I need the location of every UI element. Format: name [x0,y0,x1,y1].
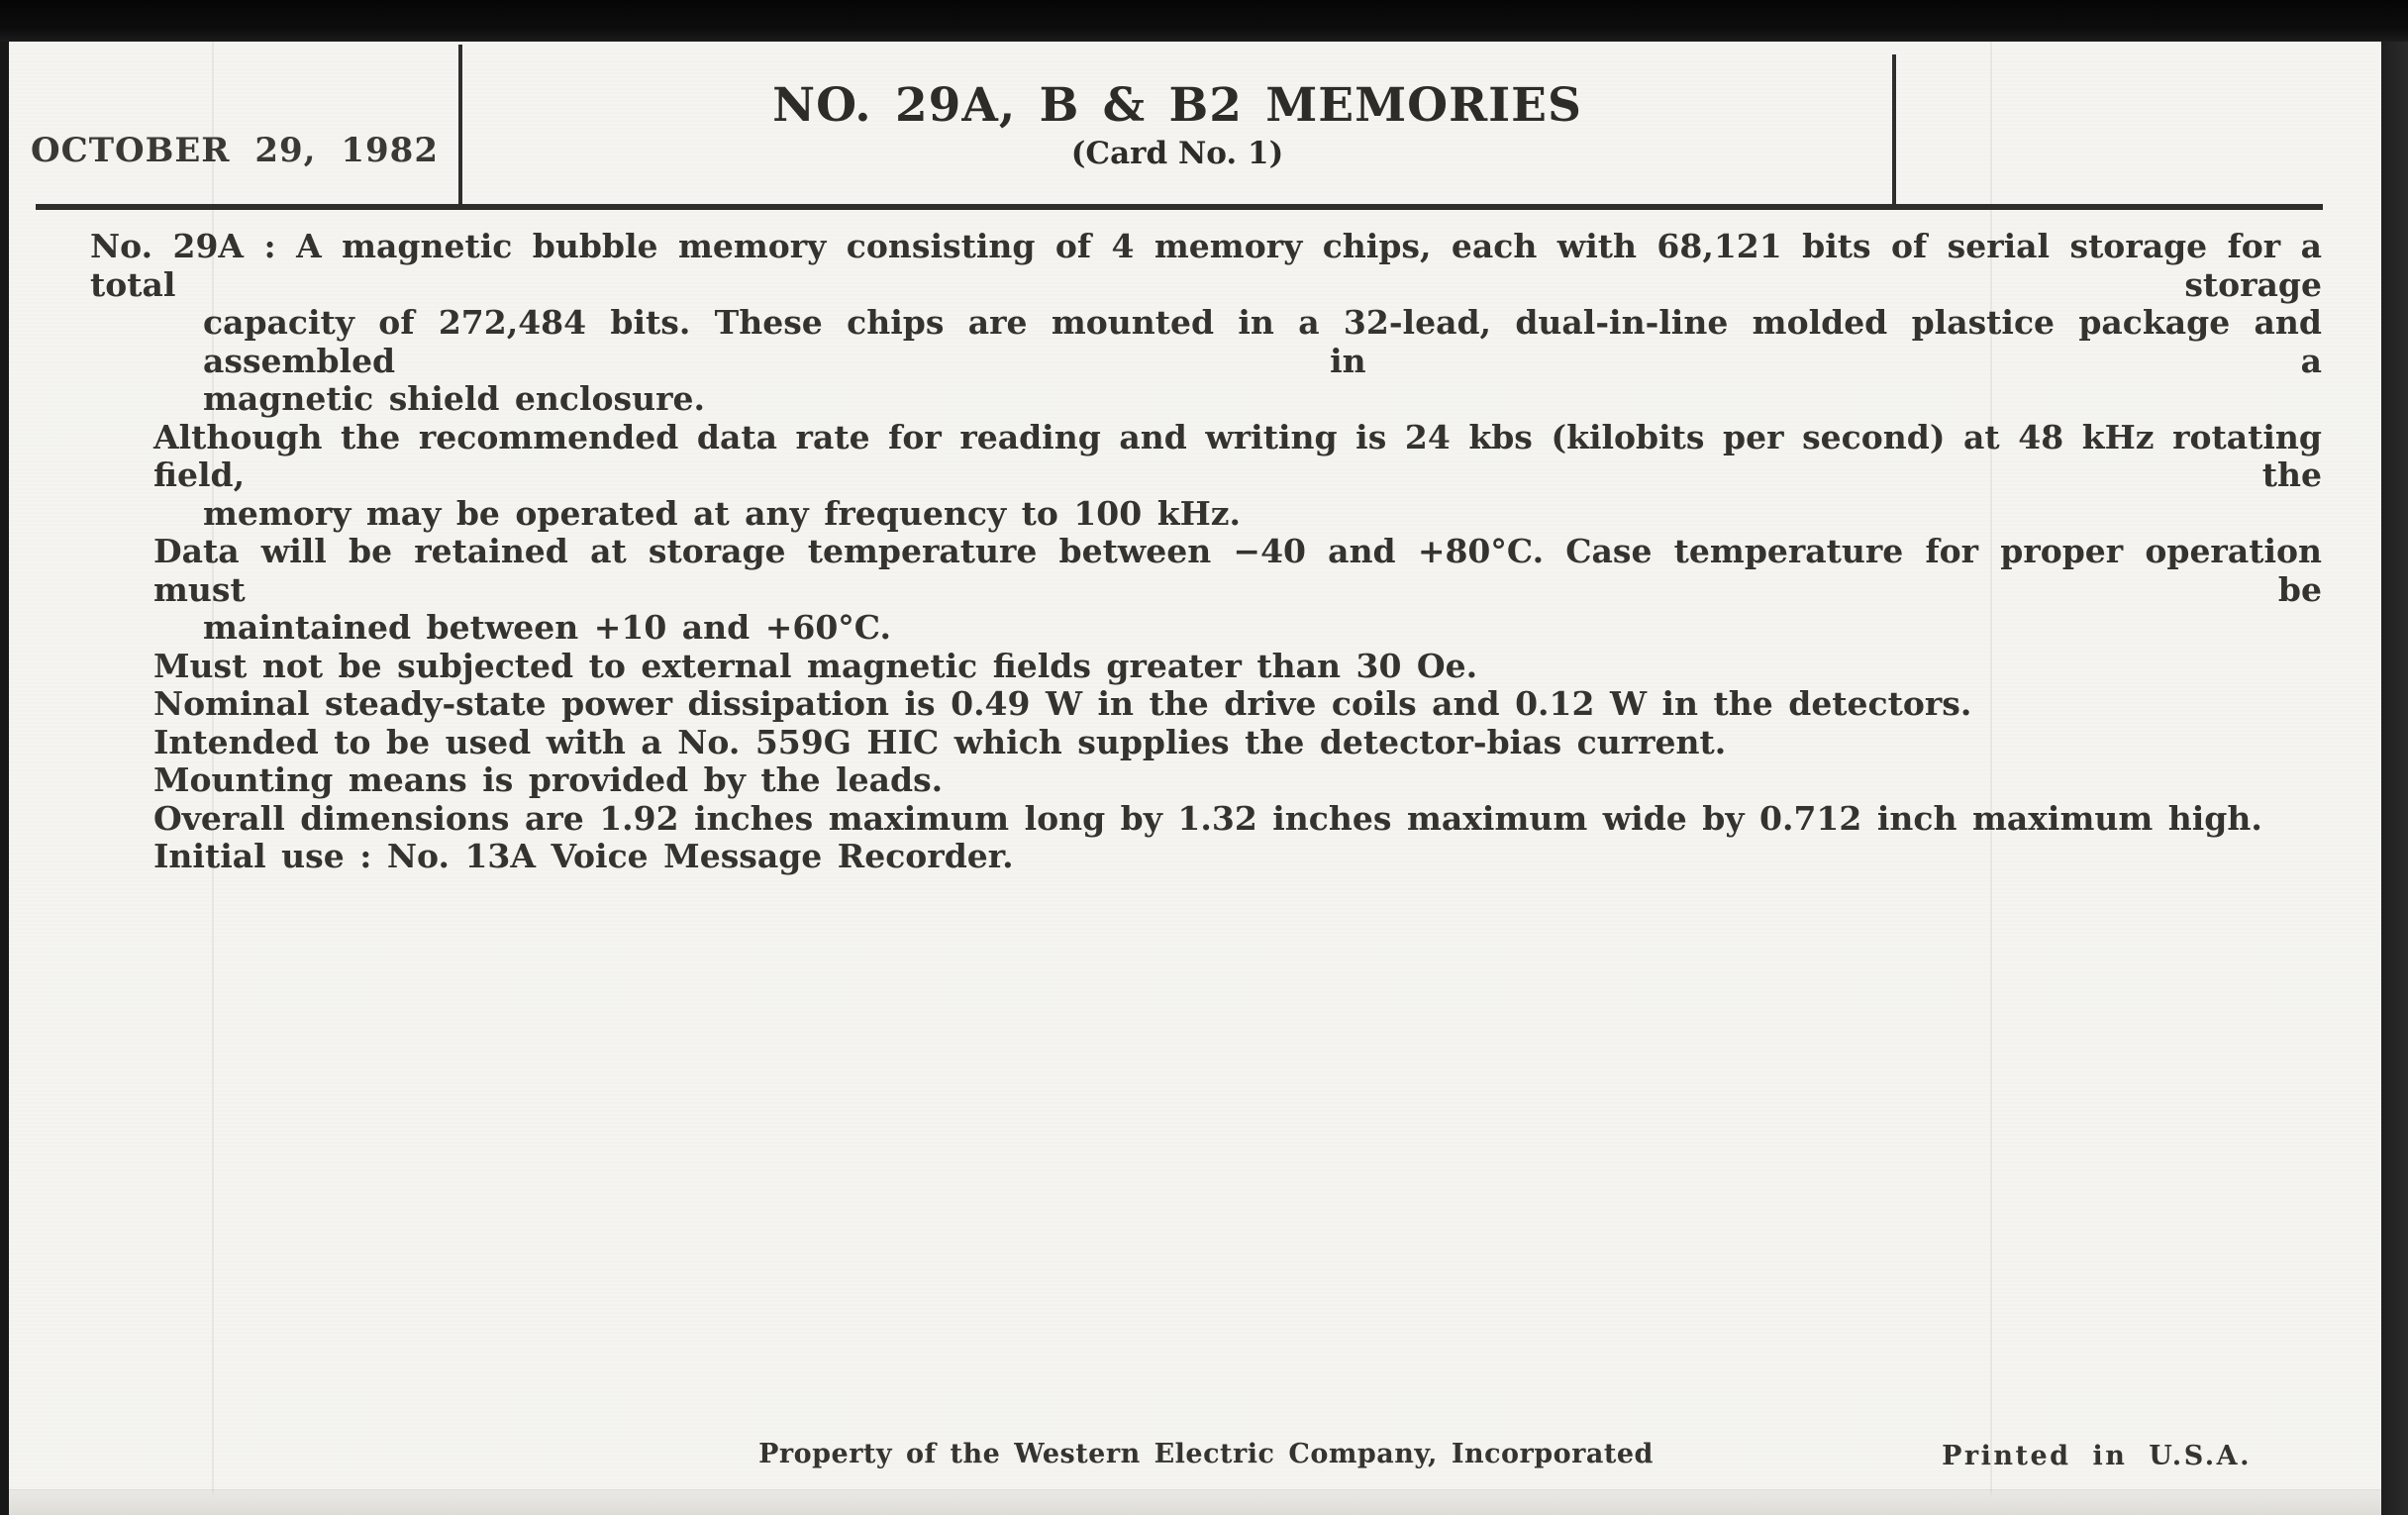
scan-edge-bottom [9,1489,2381,1515]
card-subtitle: (Card No. 1) [1070,136,1284,171]
card-title: NO. 29A, B & B2 MEMORIES [772,78,1582,133]
body-line: magnetic shield enclosure. [203,379,705,418]
body-line: Must not be subjected to external magnetic fields greater than 30 Oe. [153,646,1478,685]
header-rule [36,204,2323,210]
body-line: No. 29A : A magnetic bubble memory consisting of 4 memory chips, each with 68,121 bits of serial storage for a total storage [90,227,2322,304]
scan-border-right [2381,42,2408,1515]
body-line: Data will be retained at storage temperature between −40 and +80°C. Case temperature for proper operation must be [153,532,2322,609]
memory-spec-card [9,42,2381,1515]
body-line: memory may be operated at any frequency to 100 kHz. [203,493,1241,533]
body-line: maintained between +10 and +60°C. [203,608,891,647]
printed-in-usa: Printed in U.S.A. [1942,1441,2252,1471]
body-line: Overall dimensions are 1.92 inches maximum long by 1.32 inches maximum wide by 0.712 inch maximum high. [153,798,2262,838]
scan-border-left [0,42,9,1515]
header-title-block [460,79,1894,174]
body-line: Initial use : No. 13A Voice Message Recorder. [153,837,1014,875]
card-date: OCTOBER 29, 1982 [31,131,439,170]
body-line: Nominal steady-state power dissipation is 0.49 W in the drive coils and 0.12 W in the detectors. [153,684,1972,723]
header-divider-right [1892,54,1896,206]
body-line: Mounting means is provided by the leads. [153,760,944,799]
body-line: Although the recommended data rate for reading and writing is 24 kbs (kilobits per second) at 48 kHz rotating field, the [153,417,2322,494]
card-body [90,228,2322,876]
body-line: Intended to be used with a No. 559G HIC which supplies the detector-bias current. [153,722,1727,761]
body-line: capacity of 272,484 bits. These chips are mounted in a 32-lead, dual-in-line molded plastice package and assembled in a [203,303,2322,380]
property-notice: Property of the Western Electric Company, Incorporated [758,1439,1654,1469]
scan-border-top [0,0,2408,42]
